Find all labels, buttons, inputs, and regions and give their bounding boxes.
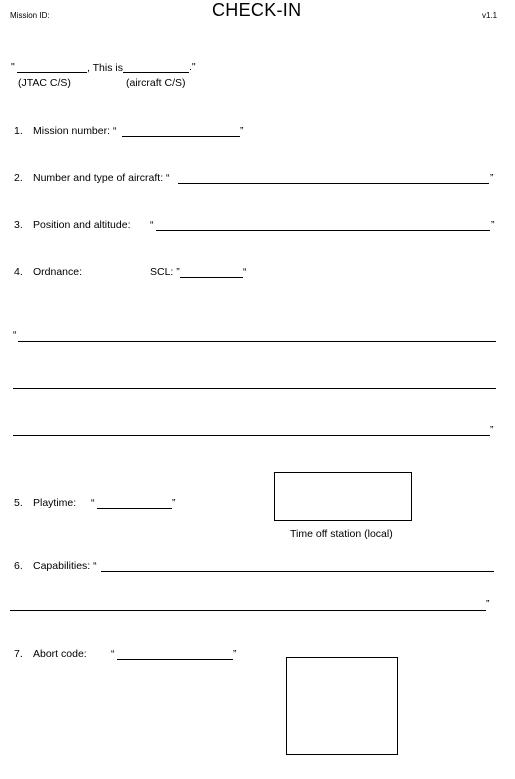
mission-number-label: Mission number: “	[33, 125, 117, 137]
capabilities-line-1[interactable]	[101, 571, 494, 572]
abort-code-open-quote: “	[111, 648, 115, 660]
jtac-callsign-caption: (JTAC C/S)	[18, 77, 71, 89]
item-number-6: 6.	[14, 560, 23, 572]
intro-open-quote: "	[11, 61, 15, 73]
mission-id-label: Mission ID:	[10, 11, 50, 20]
item-number-1: 1.	[14, 125, 23, 137]
aircraft-field[interactable]	[178, 183, 489, 184]
version-label: v1.1	[482, 11, 498, 20]
aircraft-callsign-field[interactable]	[123, 72, 189, 73]
capabilities-line-2[interactable]	[10, 610, 486, 611]
abort-code-close-quote: ”	[233, 648, 237, 660]
capabilities-label: Capabilities: “	[33, 560, 97, 572]
capabilities-close-quote: ”	[486, 598, 490, 610]
item-number-2: 2.	[14, 172, 23, 184]
ordnance-close-quote: ”	[490, 424, 494, 436]
aircraft-close-quote: ”	[490, 172, 494, 184]
aircraft-label: Number and type of aircraft: “	[33, 172, 170, 184]
jtac-callsign-field[interactable]	[17, 72, 87, 73]
playtime-field[interactable]	[97, 508, 172, 509]
ordnance-open-quote: “	[13, 329, 17, 341]
scl-field[interactable]	[180, 277, 243, 278]
position-open-quote: “	[150, 219, 154, 231]
position-close-quote: ”	[491, 219, 495, 231]
scl-label: SCL: ”	[150, 266, 180, 278]
ordnance-line-3[interactable]	[13, 435, 490, 436]
item-number-3: 3.	[14, 219, 23, 231]
scl-close-quote: “	[243, 266, 247, 278]
time-off-station-caption: Time off station (local)	[290, 528, 393, 540]
playtime-label: Playtime:	[33, 497, 77, 509]
mission-number-field[interactable]	[122, 136, 240, 137]
item-number-4: 4.	[14, 266, 23, 278]
position-label: Position and altitude:	[33, 219, 131, 231]
this-is-text: , This is	[87, 62, 123, 74]
abort-code-field[interactable]	[117, 659, 233, 660]
ordnance-line-1[interactable]	[18, 341, 496, 342]
intro-close-quote: ."	[189, 61, 196, 73]
aircraft-callsign-caption: (aircraft C/S)	[126, 77, 186, 89]
ordnance-line-2[interactable]	[13, 388, 496, 389]
abort-code-box[interactable]	[286, 657, 398, 755]
item-number-7: 7.	[14, 648, 23, 660]
position-field[interactable]	[156, 230, 490, 231]
item-number-5: 5.	[14, 497, 23, 509]
time-off-station-box[interactable]	[274, 472, 412, 521]
ordnance-label: Ordnance:	[33, 266, 83, 278]
page-title: CHECK-IN	[212, 0, 302, 20]
playtime-open-quote: “	[91, 497, 95, 509]
playtime-close-quote: ”	[172, 497, 176, 509]
abort-code-label: Abort code:	[33, 648, 87, 660]
mission-number-close-quote: ”	[240, 125, 244, 137]
